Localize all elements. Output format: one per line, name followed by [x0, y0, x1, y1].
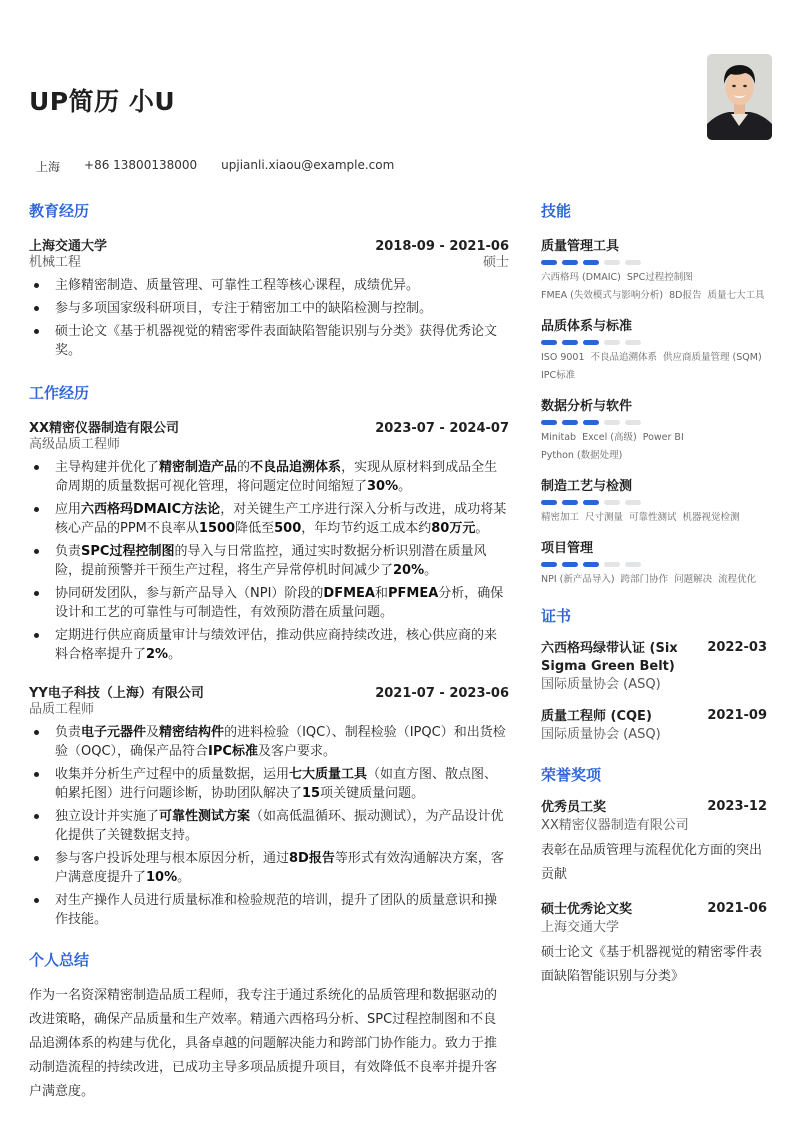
work-bullets [29, 458, 509, 664]
work-bullets [29, 723, 509, 929]
skill-tag: SPC过程控制图 [626, 272, 693, 283]
phone: +86 13800138000 [84, 158, 198, 172]
certificate-name: 质量工程师 (CQE) [541, 709, 652, 724]
award-description: 表彰在品质管理与流程优化方面的突出贡献 [541, 843, 763, 882]
bullet-item: 负责电子元器件及精密结构件的进料检验（IQC）、制程检验（IPQC）和出货检验（OQC），确保产品符合IPC标准及客户要求。 [29, 723, 509, 761]
skill-level-indicator [541, 340, 767, 345]
certificate-entry [541, 708, 767, 744]
skill-name: 品质体系与标准 [541, 319, 633, 334]
level-dot [541, 340, 557, 345]
work-section [29, 382, 509, 929]
skill-tag: 机器视觉检测 [682, 512, 740, 523]
location: 上海 [36, 160, 61, 174]
level-dot [625, 420, 641, 425]
section-title: 工作经历 [29, 384, 90, 402]
section-title: 证书 [541, 607, 572, 625]
skill-tag: Minitab [541, 432, 577, 443]
level-dot [625, 340, 641, 345]
skill-level-indicator [541, 260, 767, 265]
level-dot [562, 500, 578, 505]
level-dot [625, 260, 641, 265]
skill-group [541, 395, 767, 463]
certificate-org: 国际质量协会 (ASQ) [541, 727, 661, 742]
section-title: 荣誉奖项 [541, 766, 602, 784]
award-name: 优秀员工奖 [541, 800, 607, 815]
skill-tag: 不良品追溯体系 [590, 352, 658, 363]
skill-group [541, 537, 767, 587]
skills-section [541, 200, 767, 587]
bullet-item: 收集并分析生产过程中的质量数据，运用七大质量工具（如直方图、散点图、帕累托图）进行问题诊断，协助团队解决了15项关键质量问题。 [29, 765, 509, 803]
award-org: 上海交通大学 [541, 920, 620, 935]
company-name: XX精密仪器制造有限公司 [29, 421, 180, 436]
skill-tag: NPI (新产品导入) [541, 574, 615, 585]
bullet-item: 定期进行供应商质量审计与绩效评估，推动供应商持续改进，核心供应商的来料合格率提升了2%。 [29, 626, 509, 664]
skill-tag: 精密加工 [541, 512, 580, 523]
bullet-item: 参与多项国家级科研项目，专注于精密加工中的缺陷检测与控制。 [29, 299, 509, 318]
skill-tag: 问题解决 [674, 574, 713, 585]
skill-level-indicator [541, 420, 767, 425]
company-name: YY电子科技（上海）有限公司 [29, 686, 204, 701]
work-date: 2023-07 - 2024-07 [375, 421, 509, 436]
level-dot [583, 562, 599, 567]
level-dot [583, 260, 599, 265]
skill-tag: ISO 9001 [541, 352, 585, 363]
level-dot [583, 420, 599, 425]
skill-tag: 跨部门协作 [620, 574, 669, 585]
level-dot [562, 340, 578, 345]
school-name: 上海交通大学 [29, 239, 108, 254]
major: 机械工程 [29, 255, 82, 270]
award-org: XX精密仪器制造有限公司 [541, 818, 689, 833]
job-role: 高级品质工程师 [29, 437, 121, 452]
level-dot [562, 562, 578, 567]
skill-tag: FMEA (失效模式与影响分析) [541, 290, 664, 301]
level-dot [604, 500, 620, 505]
skill-tag: Python (数据处理) [541, 450, 623, 461]
section-title: 教育经历 [29, 202, 90, 220]
award-entry [541, 901, 767, 989]
section-title: 技能 [541, 202, 572, 220]
skill-tag: Excel (高级) [582, 432, 637, 443]
skill-level-indicator [541, 562, 767, 567]
level-dot [541, 260, 557, 265]
level-dot [604, 420, 620, 425]
education-entry [29, 235, 509, 360]
skill-tag: 可靠性测试 [629, 512, 677, 523]
skill-tags [541, 573, 767, 587]
resume-header [0, 0, 800, 190]
skill-tag: IPC标准 [541, 370, 576, 381]
skill-group [541, 475, 767, 525]
certificate-name: 六西格玛绿带认证 (Six Sigma Green Belt) [541, 641, 678, 674]
main-column [29, 200, 509, 1104]
skill-tag: 供应商质量管理 (SQM) [663, 352, 762, 363]
skill-name: 项目管理 [541, 541, 594, 556]
skill-name: 数据分析与软件 [541, 399, 633, 414]
level-dot [625, 562, 641, 567]
bullet-item: 对生产操作人员进行质量标准和检验规范的培训，提升了团队的质量意识和操作技能。 [29, 891, 509, 929]
skill-tags [541, 431, 767, 463]
award-name: 硕士优秀论文奖 [541, 902, 633, 917]
skill-tags [541, 511, 767, 525]
candidate-name: UP简历 小U [29, 87, 176, 116]
skill-tag: 尺寸测量 [585, 512, 624, 523]
skill-name: 质量管理工具 [541, 239, 620, 254]
certificates-section [541, 605, 767, 744]
bullet-item: 独立设计并实施了可靠性测试方案（如高低温循环、振动测试），为产品设计优化提供了关键数据支持。 [29, 807, 509, 845]
certificate-org: 国际质量协会 (ASQ) [541, 677, 661, 692]
skill-group [541, 235, 767, 303]
skill-level-indicator [541, 500, 767, 505]
skill-tag: Power BI [642, 432, 684, 443]
certificate-date: 2022-03 [707, 640, 767, 655]
bullet-item: 硕士论文《基于机器视觉的精密零件表面缺陷智能识别与分类》获得优秀论文奖。 [29, 322, 509, 360]
skill-tags [541, 351, 767, 383]
skill-tag: 8D报告 [669, 290, 702, 301]
bullet-item: 应用六西格玛DMAIC方法论，对关键生产工序进行深入分析与改进，成功将某核心产品的PPM不良率从1500降低至500，年均节约返工成本约80万元。 [29, 500, 509, 538]
award-date: 2023-12 [707, 799, 767, 814]
bullet-item: 主导构建并优化了精密制造产品的不良品追溯体系，实现从原材料到成品全生命周期的质量数据可视化管理，将问题定位时间缩短了30%。 [29, 458, 509, 496]
level-dot [583, 340, 599, 345]
work-entry [29, 682, 509, 929]
level-dot [541, 500, 557, 505]
skill-tag: 六西格玛 (DMAIC) [541, 272, 621, 283]
education-date: 2018-09 - 2021-06 [375, 239, 509, 254]
skill-tags [541, 271, 767, 303]
bullet-item: 主修精密制造、质量管理、可靠性工程等核心课程，成绩优异。 [29, 276, 509, 295]
level-dot [562, 260, 578, 265]
skills-list [541, 235, 767, 587]
skill-name: 制造工艺与检测 [541, 479, 633, 494]
level-dot [625, 500, 641, 505]
email[interactable]: upjianli.xiaou@example.com [221, 158, 395, 172]
skill-group [541, 315, 767, 383]
contact-info [36, 158, 394, 175]
level-dot [604, 562, 620, 567]
awards-section [541, 764, 767, 989]
certificate-entry [541, 640, 767, 694]
work-date: 2021-07 - 2023-06 [375, 686, 509, 701]
degree: 硕士 [482, 255, 509, 270]
level-dot [562, 420, 578, 425]
award-entry [541, 799, 767, 887]
summary-text: 作为一名资深精密制造品质工程师，我专注于通过系统化的品质管理和数据驱动的改进策略，确保产品质量和生产效率。精通六西格玛分析、SPC过程控制图和不良品追溯体系的构建与优化，具备卓越的问题解决能力和跨部门协作能力。致力于推动制造流程的持续改进，已成功主导多项品质提升项目，有效降低不良率并提升客户满意度。 [29, 988, 498, 1099]
level-dot [541, 420, 557, 425]
skill-tag: 流程优化 [718, 574, 757, 585]
bullet-item: 参与客户投诉处理与根本原因分析，通过8D报告等形式有效沟通解决方案，客户满意度提升了10%。 [29, 849, 509, 887]
side-column [541, 200, 767, 1001]
job-role: 品质工程师 [29, 702, 95, 717]
skill-tag: 质量七大工具 [707, 290, 765, 301]
level-dot [583, 500, 599, 505]
bullet-item: 负责SPC过程控制图的导入与日常监控，通过实时数据分析识别潜在质量风险，提前预警并干预生产过程，将生产异常停机时间减少了20%。 [29, 542, 509, 580]
level-dot [604, 340, 620, 345]
avatar-photo [707, 54, 772, 140]
education-section [29, 200, 509, 360]
certificate-date: 2021-09 [707, 708, 767, 723]
level-dot [541, 562, 557, 567]
level-dot [604, 260, 620, 265]
bullet-item: 协同研发团队，参与新产品导入（NPI）阶段的DFMEA和PFMEA分析，确保设计和工艺的可靠性与可制造性，有效预防潜在质量问题。 [29, 584, 509, 622]
education-bullets [29, 276, 509, 360]
award-description: 硕士论文《基于机器视觉的精密零件表面缺陷智能识别与分类》 [541, 945, 763, 984]
summary-section [29, 949, 509, 1104]
work-entry [29, 417, 509, 664]
section-title: 个人总结 [29, 951, 90, 969]
award-date: 2021-06 [707, 901, 767, 916]
